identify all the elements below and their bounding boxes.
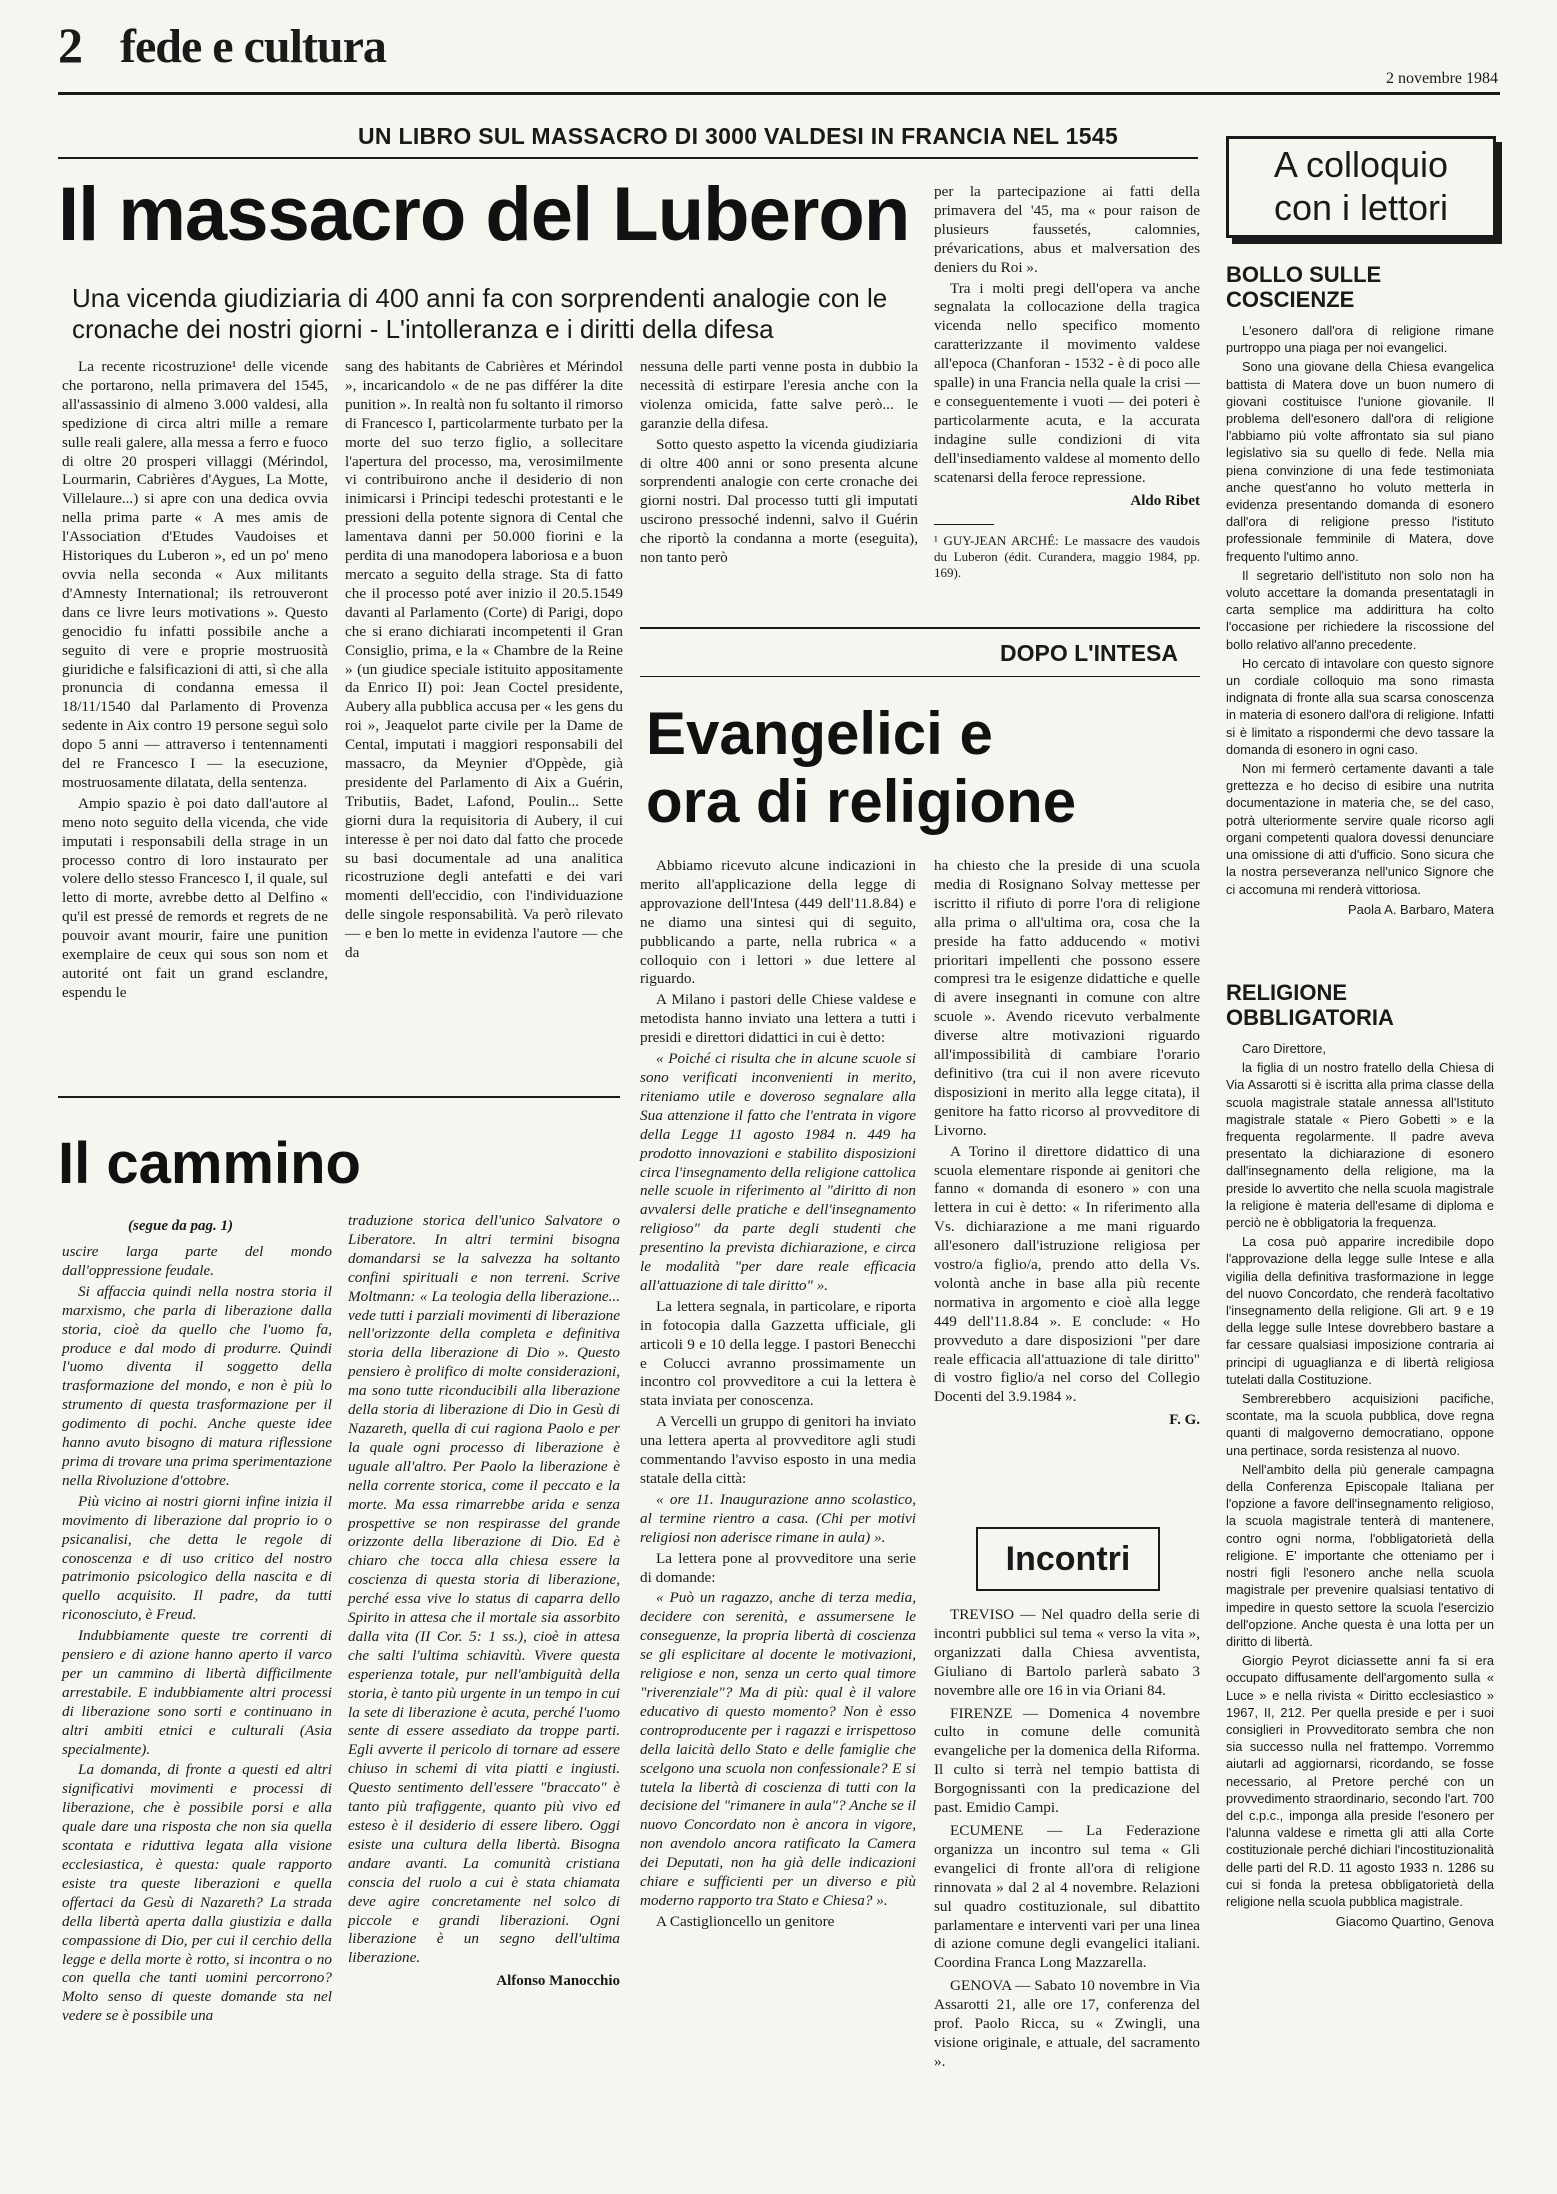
section-title: fede e cultura: [120, 20, 386, 73]
paragraph: Ampio spazio è poi dato dall'autore al meno noto seguito della vicenda, che vide imputati i responsabili della strage in un processo contro di loro instaurato per volere dello stesso Francesco I, il quale, sul letto di morte, avrebbe detto al Delfino « qu'il est pressé de remords et regrets de ne pouvoir avant mourir, faire une punition exemplaire de ceux qui sous son nom et autorité ont fait un grand esclandre, espendu le: [62, 794, 328, 1001]
paragraph: sang des habitants de Cabrières et Mérindol », incaricandolo « de ne pas différer la dite punition ». In realtà non fu soltanto il rimorso di Francesco I, particolarmente turbato per la morte del suo terzo figlio, a sollecitare l'apertura del processo, ma, verosimilmente vi contribuirono anche il desiderio di non inimicarsi i Principi tedeschi protestanti e le pressioni della potente signora di Cental che lamentava danni per 50.000 fiorini e la perdita di una manodopera laboriosa e a buon mercato a seguito della strage. Sta di fatto che il processo poté aver inizio il 20.5.1549 davanti al Parlamento (Corte) di Parigi, dopo che si erano dichiarati incompetenti il Gran Consiglio, prima, e la « Chambre de la Reine » (un giudice speciale istituito appositamente da Enrico II) poi: Jean Coctel presidente, Aubery alla pubblica accusa per « les gens du roi », Jeaquelot parte civile per la Dame de Cental, imputati i maggiori responsabili del massacro, da Meynier d'Oppède, già presidente del Parlamento di Aix a Guérin, Tributiis, Badet, Lafond, Poulin... Sette giorni dura la requisitoria di Aubery, il cui interesse è per noi dato dal fatto che procede su basi documentale ad una analitica ricostruzione degli antefatti e dei vari momenti dell'eccidio, con l'individuazione delle singole responsabilità. Va però rilevato — e ben lo mette in evidenza l'autore — che da: [345, 358, 623, 962]
colloquio-title-line2: con i lettori: [1273, 187, 1449, 228]
cammino-title: Il cammino: [58, 1131, 361, 1196]
colloquio-box: [1226, 136, 1496, 238]
paragraph: La recente ricostruzione¹ delle vicende che portarono, nella primavera del 1545, all'assassinio di almeno 3.000 valdesi, alla spedizione di circa altri mille a remare sulle reali galere, alla messa a ferro e fuoco di oltre 20 prosperi villaggi (Mérindol, Lourmarin, Cabrières d'Aygues, La Motte, Villelaure...) si apre con una dedica ovvia nella prima parte « A mes amis de l'Association d'Etudes Vaudoises et Historiques du Luberon », ed un po' meno ovvia nella seconda « Aux militants d'Amnesty International; ils retrouveront dans ce livre leurs motivations ». Questo genocidio fu infatti possibile anche a seguito di vere e proprie mostruosità giuridiche e falsificazioni di atti, sì che alla pronuncia di condanna emessa il 18/11/1540 dal Parlamento di Provenza sedente in Aix contro 19 persone seguì solo dopo 5 anni — attraverso i tentennamenti del re Francesco I — la esecuzione, mostruosamente dilatata, della sentenza.: [62, 358, 328, 791]
paragraph: Sembrerebbero acquisizioni pacifiche, scontate, ma la scuola pubblica, dove regna quanti di malgoverno democratiano, oppone una pertinace, sorda resistenza al nuovo.: [1226, 1391, 1494, 1458]
letter-bollo-body: [1226, 322, 1494, 898]
paragraph: A Milano i pastori delle Chiese valdese e metodista hanno inviato una lettera a tutti i presidi e direttori didattici in cui è detto:: [640, 991, 916, 1047]
cammino-author: Alfonso Manocchio: [496, 1973, 620, 1990]
paragraph: « ore 11. Inaugurazione anno scolastico, al termine rientro a casa. (Chi per motivi religiosi non aderisce rimane in aula) ».: [640, 1490, 916, 1546]
intesa-rule-2: [640, 676, 1200, 677]
luberon-col-1: [62, 358, 328, 1005]
paragraph: Caro Direttore,: [1242, 1041, 1326, 1056]
paragraph: Più vicino ai nostri giorni infine inizia il movimento di liberazione dal proprio io o psicanalisi, che detta le regole di conoscenza e di uso critico del nostro patrimonio psicologico della nascita e di quello acquisito. Il padre, da tutti riconosciuto, è Freud.: [62, 1492, 332, 1624]
kicker-rule: [58, 157, 1198, 159]
masthead-rule: [58, 92, 1500, 95]
evangelici-title-line2: ora di religione: [646, 768, 1077, 835]
evangelici-col-2: [934, 857, 1200, 1430]
paragraph: uscire larga parte del mondo dall'oppressione feudale.: [62, 1243, 332, 1279]
masthead: [58, 17, 1498, 87]
kicker-headline: UN LIBRO SUL MASSACRO DI 3000 VALDESI IN FRANCIA NEL 1545: [358, 123, 1119, 149]
paragraph: A Vercelli un gruppo di genitori ha inviato una lettera aperta al provveditore agli studi commentando l'avviso esposto in una media statale della città:: [640, 1413, 916, 1487]
letter-bollo-title-1: BOLLO SULLE: [1226, 262, 1382, 287]
paragraph: Si affaccia quindi nella nostra storia il marxismo, che parla di liberazione dalla storia, cioè da quello che l'uomo fa, produce e dal modo di produrre. Quindi l'uomo diventa il soggetto della trasformazione del mondo, e non è più lo strumento di questa trasformazione per il godimento di pochi. Anche queste idee hanno avuto bisogno di matura riflessione prima di trovare una prima sperimentazione nella Rivoluzione d'ottobre.: [62, 1282, 332, 1489]
incontri-item: TREVISO — Nel quadro della serie di incontri pubblici sul tema « verso la vita », organizzati dalla Chiesa avventista, Giuliano di Bartolo parlerà sabato 3 novembre alle ore 16 in via Oriani 84.: [934, 1606, 1200, 1699]
cammino-continued: (segue da pag. 1): [128, 1218, 233, 1234]
luberon-title: Il massacro del Luberon: [58, 172, 910, 257]
letter-bollo: [1226, 262, 1494, 917]
evangelici-title-line1: Evangelici e: [646, 700, 993, 767]
letter-religione-signature: Giacomo Quartino, Genova: [1335, 1914, 1494, 1930]
letter-bollo-title-2: COSCIENZE: [1226, 287, 1355, 312]
letter-religione: [1226, 980, 1494, 1929]
incontri-item: FIRENZE — Domenica 4 novembre culto in comune delle comunità evangeliche per la domenica della Riforma. Il culto si terrà nel tempio battista di Borgognissanti con la predicazione del past. Emidio Campi.: [934, 1704, 1200, 1817]
paragraph: traduzione storica dell'unico Salvatore o Liberatore. In altri termini bisogna domandarsi se la salvezza ha soltanto confini spirituali e non terreni. Scrive Moltmann: « La teologia della liberazione... vede tutti i parziali movimenti di liberazione nell'orizzonte della completa e definitiva storia della liberazione di Dio ». Questo pensiero è prolifico di molte considerazioni, ma sono tutte riconducibili alla liberazione della storia di liberazione di Dio in Gesù di Nazareth, quella di cui ragiona Paolo e per la quale ogni processo di liberazione è uguale all'altro. Per Paolo la liberazione è nella corrente storica, come il peccato e la morte. Ma essa rimarrebbe arida e senza prospettive se non respirasse del grande orizzonte della liberazione di Dio. Ed è chiaro che tocca alla chiesa essere la coscienza di questa storia di liberazione, perché essa vive lo status di caparra dello Spirito in attesa che il mortale sia assorbito dalla vita (II Cor. 5: 1 ss.), cioè in attesa che salti l'ultima schiavitù. Vivere questa esperienza totale, pur nell'ambiguità della storia, è tanto più urgente in un tempo in cui la sete di liberazione è acuta, perché l'uomo sente di essere assediato da troppe parti. Egli avverte il pericolo di tornare ad essere chiuso in schemi di vita piatti e ingiusti. Questo sentimento dell'essere "braccato" è tanto più trafiggente, quanto più vivo ed esteso è il desiderio di essere libero. Oggi esiste una cultura della libertà. Bisogna andare avanti. La comunità cristiana conscia del ruolo a cui è stata chiamata deve agire concretamente nel solco di piccole e grandi liberazioni. Ogni liberazione è un segno dell'ultima liberazione.: [348, 1212, 620, 1967]
letter-religione-title-1: RELIGIONE: [1226, 980, 1348, 1005]
paragraph: La lettera segnala, in particolare, e riporta in fotocopia dalla Gazzetta ufficiale, gli articoli 9 e 10 della legge. I pastori Benecchi e Colucci avranno prossimamente un incontro col provveditore a cui la lettera è stata inviata per conoscenza.: [640, 1297, 916, 1410]
evangelici-col-1: [640, 857, 916, 1934]
letter-religione-title-2: OBBLIGATORIA: [1226, 1005, 1394, 1030]
paragraph: « Poiché ci risulta che in alcune scuole si sono verificati inconvenienti in merito, riteniamo utile e doveroso segnalare alla Sua attenzione il fatto che l'entrata in vigore della Legge 11 agosto 1984 n. 449 ha prodotto innovazioni e stabilito disposizioni circa l'insegnamento della religione cattolica nelle scuole in riferimento al "diritto di non avvalersi delle pratiche e dell'insegnamento religioso" da parte degli studenti che presentino la prevista dichiarazione, e circa le modalità "per dare reale efficacia all'attuazione di tale diritto" ».: [640, 1050, 916, 1294]
letter-bollo-signature: Paola A. Barbaro, Matera: [1348, 901, 1494, 917]
paragraph: A Castiglioncello un genitore: [656, 1912, 835, 1930]
paragraph: Ho cercato di intavolare con questo signore un cordiale colloquio ma sono rimasta indignata di fronte alla sua scarsa conoscenza in materia di esonero dall'ora di religione. Infatti si è limitato a rispondermi che devo tassare la domanda di esonero in ogni caso.: [1226, 655, 1494, 757]
incontri-title: Incontri: [1005, 1539, 1131, 1578]
evangelici-title: [646, 700, 1076, 836]
paragraph: la figlia di un nostro fratello della Chiesa di Via Assarotti si è iscritta alla prima classe della scuola magistrale statale annessa all'Istituto magistrale statale « Piero Gobetti » e la frequenta regolarmente. Il padre aveva presentato la dichiarazione di esonero dall'insegnamento della religione, ma la preside lo avvertito che nella scuola magistrale la religione è materia dell'esame di diploma e perciò ne è obbligatoria la frequenza.: [1226, 1060, 1494, 1231]
paragraph: Giorgio Peyrot diciassette anni fa si era occupato diffusamente dell'argomento sulla « Luce » e nella rivista « Diritto ecclesiastico » 1967, II, 212. Per quella preside e per i suoi consiglieri in Provveditorato sembra che non sia successo nulla nel frattempo. Vorremmo aiutarli ad aggiornarsi, ricordando, se fosse necessario, al Pretore perché con un provvedimento straordinario, secondo l'art. 700 del c.p.c., imponga alla preside l'esonero per l'alunna valdese e rimetta gli atti alla Corte costituzionale perché dichiari l'incostituzionalità delle parti del R.D. 11 agosto 1933 n. 1286 su cui si fonda la pretesa obbligatorietà della religione nella scuola pubblica magistrale.: [1226, 1653, 1494, 1909]
cammino-col-1: [62, 1243, 332, 2028]
luberon-col-3: [640, 358, 918, 570]
paragraph: Abbiamo ricevuto alcune indicazioni in merito all'applicazione della legge di approvazione dell'Intesa (449 dell'11.8.84) e ne diamo una sintesi qui di seguito, pubblicando a parte, nella rubrica « a colloquio con i lettori » due lettere al riguardo.: [640, 857, 916, 988]
paragraph: ha chiesto che la preside di una scuola media di Rosignano Solvay mettesse per iscritto il rifiuto di porre l'ora di religione alla prima o all'ultima ora, cosa che la preside ha fatto adducendo « motivi prioritari impellenti che possono essere compresi tra le esigenze didattiche e quelle di avere insegnanti in comune con altre scuole ». Avendo ricevuto verbalmente diverse altre motivazioni riguardo all'impossibilità di cambiare l'orario definitivo (tra cui il non avere ricevuto disposizioni in merito alla legge citata), il genitore ha fatto ricorso al provveditore di Livorno.: [934, 857, 1200, 1139]
incontri-list: [934, 1606, 1200, 2074]
paragraph: Sotto questo aspetto la vicenda giudiziaria di oltre 400 anni or sono presenta alcune sorprendenti analogie con certe cronache dei giorni nostri. Dal processo tutti gli imputati uscirono pressoché indenni, salvo il Guérin che riportò la condanna a morte (eseguita), non tanto però: [640, 435, 918, 567]
cammino-col-2: [348, 1212, 620, 1991]
paragraph: per la partecipazione ai fatti della primavera del '45, ma « pour raison de plusieurs faussetés, calomnies, prévarications, abus et malversation des deniers du Roi ».: [934, 183, 1200, 276]
paragraph: « Può un ragazzo, anche di terza media, decidere con serenità, e assumersene le conseguenze, la propria libertà di coscienza se gli esplicitare al docente le motivazioni, religiose e non, senza un certo qual timore "riverenziale"? Ma di più: qual è il valore educativo di questo momento? Non è esso controproducente per i ragazzi e irrispettoso della laicità dello Stato e delle famiglie che scelgono una scuola non confessionale? E si tutela la libertà di coscienza di tutti con la decisione del "rimanere in aula"? Anche se il nuovo Concordato non è ancora in vigore, non avendolo ancora ratificato la Camera dei Deputati, non ha già delle indicazioni chiare e sufficienti per un diverso e più moderno rapporto tra Stato e Chiesa? ».: [640, 1589, 916, 1909]
page-number: 2: [58, 17, 83, 73]
luberon-author: Aldo Ribet: [1130, 492, 1200, 509]
luberon-col-4: [934, 183, 1200, 583]
luberon-col-2: [345, 358, 623, 965]
paragraph: Indubbiamente queste tre correnti di pensiero e di azione hanno aperto il varco per un cammino di libertà difficilmente arrestabile. E indubbiamente altri processi di liberazione sono sorti e continuano in altri ambiti etnici e culturali (Asia specialmente).: [62, 1627, 332, 1758]
paragraph: Non mi fermerò certamente davanti a tale grettezza e ho deciso di esibire una nutrita documentazione in materia che, se del caso, potrà ulteriormente servire quale ricorso agli organi competenti qualora dovessi denunciare una omissione di atti d'ufficio. Sono sicura che la nostra perseveranza nell'unico Signore che ci accomuna mi renderà vittoriosa.: [1226, 761, 1494, 897]
incontri-item: ECUMENE — La Federazione organizza un incontro sul tema « Gli evangelici di fronte all'ora di religione rinnovata » dal 2 al 4 novembre. Relazioni sul quadro costituzionale, sul dibattito parlamentare e interventi vari per una linea di azione comune degli evangelici italiani. Coordina Franca Long Mazzarella.: [934, 1821, 1200, 1972]
paragraph: nessuna delle parti venne posta in dubbio la necessità di estirpare l'eresia anche con la violenza omicida, fatte salve però... le garanzie della difesa.: [640, 358, 918, 432]
evangelici-author: F. G.: [1169, 1412, 1200, 1429]
colloquio-title-line1: A colloquio: [1273, 144, 1449, 185]
paragraph: Nell'ambito della più generale campagna della Conferenza Episcopale Italiana per l'opzione a favore dell'insegnamento religioso, la scuola magistrale tenterà di mantenere, contro ogni norma, l'obbligatorietà della religione. E' importante che otteniamo per i nostri figli l'esonero anche nella scuola magistrale per prevenire qualsiasi tentativo di impedire in questo settore la scuola l'esercizio dell'opzione. Anche questa è una lotta per un diritto di libertà.: [1226, 1461, 1494, 1649]
incontri-item: GENOVA — Sabato 10 novembre in Via Assarotti 21, alle ore 17, conferenza del prof. Paolo Ricca, su « Zwingli, una visione originale, e attuale, del sacramento ».: [934, 1977, 1200, 2070]
paragraph: La lettera pone al provveditore una serie di domande:: [640, 1549, 916, 1586]
paragraph: L'esonero dall'ora di religione rimane purtroppo una piaga per noi evangelici.: [1226, 323, 1494, 356]
paragraph: Tra i molti pregi dell'opera va anche segnalata la collocazione della tragica vicenda nello specifico momento caratterizzante il movimento valdese all'epoca (Chanforan - 1532 - è di poco alle spalle) in una Francia nella quale la crisi — e conseguentemente i vuoti — dei poteri è particolarmente acuta, e la accurata indagine sulle condizioni di vita dell'insediamento valdese al momento dello scatenarsi della feroce repressione.: [934, 279, 1200, 486]
paragraph: La cosa può apparire incredibile dopo l'approvazione della legge sulle Intese e alla vigilia della definitiva trasformazione in legge del nuovo Concordato, che renderà facoltativo l'insegnamento della religione. Gli art. 9 e 19 della legge sulle Intese dovrebbero bastare a far cessare qualsiasi imposizione contraria ai principi di uguaglianza e di libertà religiosa tutelati dalla Costituzione.: [1226, 1234, 1494, 1387]
luberon-subtitle: Una vicenda giudiziaria di 400 anni fa con sorprendenti analogie con le cronache dei nostri giorni - L'intolleranza e i diritti della difesa: [72, 283, 888, 344]
footnote-rule: [934, 524, 994, 525]
paragraph: A Torino il direttore didattico di una scuola elementare risponde ai genitori che fanno « domanda di esonero » con una lettera in cui è detto: « In riferimento alla Vs. dichiarazione a me mani riguardo all'esonero dall'istruzione religiosa per vostro/a figlio/a, prendo atto della Vs. volontà anche in base alla più recente normativa in argomento e cioè alla legge 449 dell'11.8.84 ». E conclude: « Ho provveduto a dare disposizioni "per dare reale efficacia all'attuazione di tale diritto" di vostro figlio/a nel corso del Collegio Docenti del 3.9.1984 ».: [934, 1142, 1200, 1406]
letter-religione-body: [1226, 1040, 1494, 1910]
cammino-rule: [58, 1096, 620, 1098]
intesa-rule: [640, 627, 1200, 629]
issue-date: 2 novembre 1984: [1386, 70, 1498, 87]
incontri-box: [976, 1527, 1160, 1591]
paragraph: Il segretario dell'istituto non solo non ha voluto accettare la domanda presentatagli in carta semplice ma addirittura ha colto l'occasione per richiedere la riscossione del bollo relativo all'anno precedente.: [1226, 567, 1494, 652]
luberon-footnote: [934, 533, 1200, 581]
paragraph: Sono una giovane della Chiesa evangelica battista di Matera dove un buon numero di giovani costituisce l'unione giovanile. Il problema dell'esonero dall'ora di religione l'abbiamo più volte affrontato sia sul piano legislativo sia su quello di fede. Nella mia piena convinzione di una fede testimoniata anche quest'anno ho voluto metterla in evidenza presentando domanda di esonero dall'ora di religione presso l'istituto professionale femminile di Matera, dove frequento l'ultimo anno.: [1226, 359, 1494, 564]
paragraph: La domanda, di fronte a questi ed altri significativi movimenti e processi di liberazione, che è possibile porsi e alla quale dare una risposta che non sia quella scontata e riduttiva legata alla visione ecclesiastica, è questa: quale rapporto esiste tra queste liberazioni e quella offertaci da Gesù di Nazareth? La strada della libertà aperta dalla giustizia e dalla compassione di Dio, per cui il cerchio della legge e della morte è rotto, si incontra o no con quella che tanti uomini percorrono? Molto senso di queste domande sta nel vedere se è possibile una: [62, 1761, 332, 2025]
footnote-text: ¹ GUY-JEAN ARCHÉ: Le massacre des vaudois du Luberon (édit. Curandera, maggio 1984, pp. 169).: [934, 533, 1200, 581]
intesa-kicker: DOPO L'INTESA: [1000, 640, 1178, 666]
